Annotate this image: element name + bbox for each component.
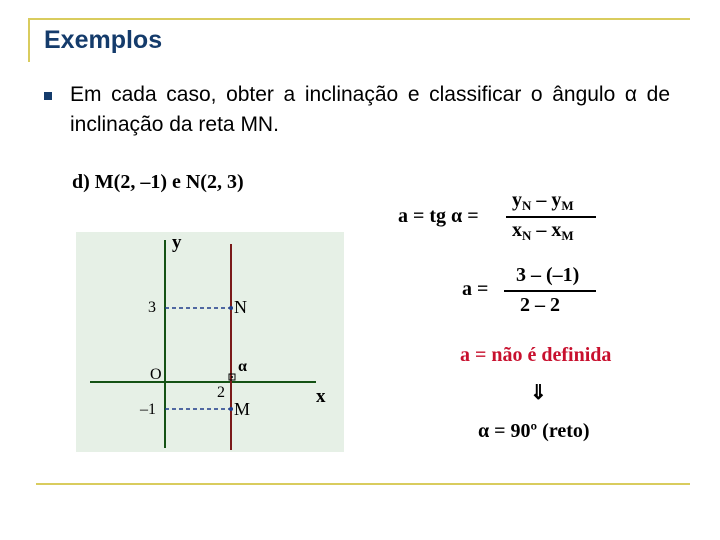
- tick-label-y-minus-1: –1: [140, 401, 156, 418]
- origin-label: O: [150, 366, 162, 383]
- substitution-fraction-bar: [504, 290, 596, 292]
- slide-title: Exemplos: [44, 26, 163, 54]
- task-text: Em cada caso, obter a inclinação e classificar o ângulo α de inclinação da reta MN.: [70, 83, 670, 136]
- point-n-marker: [229, 306, 233, 310]
- x-axis-label: x: [316, 386, 326, 407]
- case-label: d) M(2, –1) e N(2, 3): [72, 171, 244, 193]
- y-axis-label: y: [172, 232, 182, 253]
- slope-fraction-bar: [506, 216, 596, 218]
- conclusion-text: α = 90º (reto): [478, 420, 590, 442]
- point-m-marker: [229, 407, 233, 411]
- frame-bottom-border: [36, 483, 690, 485]
- right-angle-dot: [231, 376, 233, 378]
- angle-alpha-label: α: [238, 358, 247, 375]
- result-text: a = não é definida: [460, 344, 612, 366]
- substitution-numerator: 3 – (–1): [516, 264, 580, 286]
- tick-label-y-3: 3: [148, 299, 156, 316]
- implies-arrow-icon: ⇓: [530, 382, 547, 404]
- point-n-label: N: [234, 297, 247, 317]
- graph-background: [76, 232, 344, 452]
- substitution-denominator: 2 – 2: [520, 294, 560, 316]
- slope-formula-numerator: $y_N - y_M$: [512, 189, 574, 213]
- point-m-label: M: [234, 399, 251, 419]
- substitution-lhs: a =: [462, 278, 489, 300]
- tick-label-x-2: 2: [217, 384, 225, 401]
- slope-formula-denominator: $x_N - x_M$: [512, 219, 574, 243]
- slope-formula-lhs: a = tg α =: [398, 205, 479, 227]
